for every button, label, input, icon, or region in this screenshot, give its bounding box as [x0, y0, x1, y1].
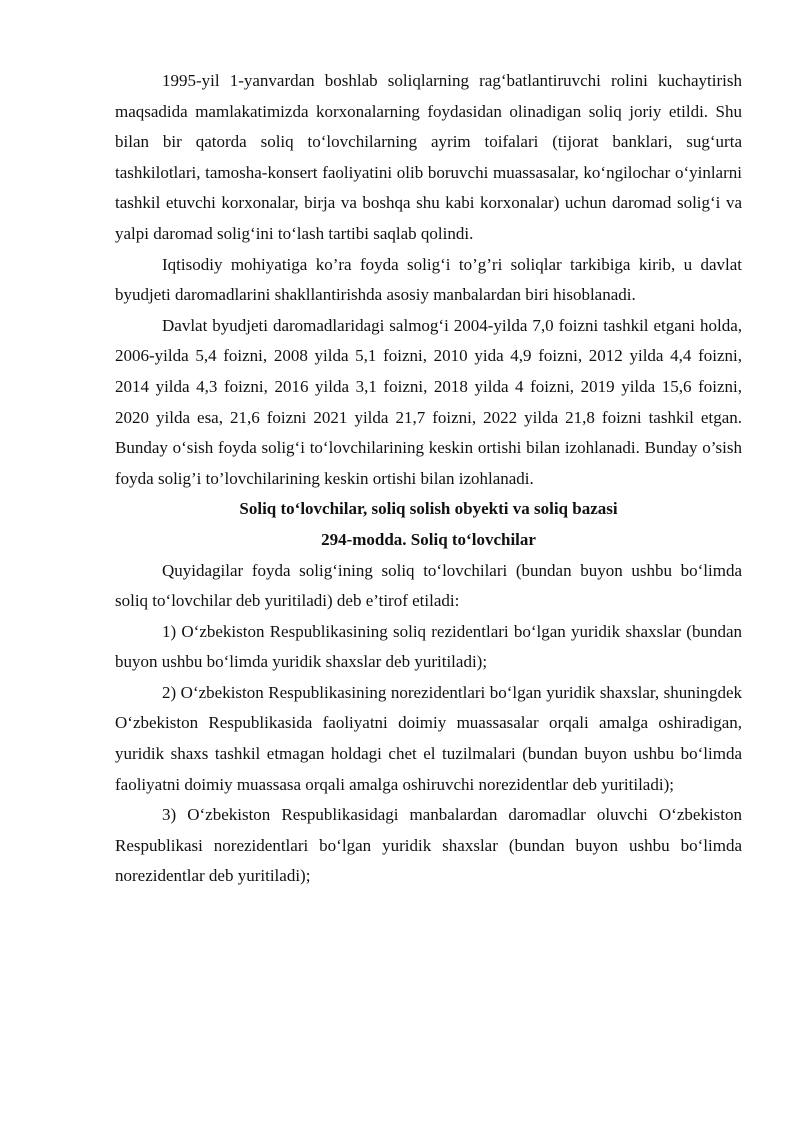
paragraph-economic-nature: Iqtisodiy mohiyatiga ko’ra foyda solig‘i to’g’ri soliqlar tarkibiga kirib, u davlat byudjeti daromadlarini shakllantirishda asosiy manbalardan biri hisoblanadi. — [115, 254, 742, 305]
list-item-permanent-establishments: 2) O‘zbekiston Respublikasining norezidentlari bo‘lgan yuridik shaxslar, shuningdek O‘zbekiston Respublikasida faoliyatni doimiy muassasalar orqali amalga oshiradigan, yuridik shaxs tashkil etmagan holdagi chet el tuzilmalari (bundan buyon ushbu bo‘limda faoliyatni doimiy muassasa orqali amalga oshiruvchi norezidentlar deb yuritiladi); — [115, 682, 742, 794]
section-heading: Soliq to‘lovchilar, soliq solish obyekti va soliq bazasi — [239, 499, 618, 519]
list-item-residents: 1) O‘zbekiston Respublikasining soliq rezidentlari bo‘lgan yuridik shaxslar (bundan buyon ushbu bo‘limda yuridik shaxslar deb yuritiladi); — [115, 621, 742, 672]
paragraph-intro: 1995-yil 1-yanvardan boshlab soliqlarning rag‘batlantiruvchi rolini kuchaytirish maqsadida mamlakatimizda korxonalarning foydasidan olinadigan soliq joriy etildi. Shu bilan bir qatorda soliq to‘lovchilarning ayrim toifalari (tijorat banklari, sug‘urta tashkilotlari, tamosha-konsert faoliyatini olib boruvchi muassasalar, ko‘ngilochar o‘yinlarni tashkil etuvchi korxonalar, birja va boshqa shu kabi korxonalar) uchun daromad solig‘i va yalpi daromad solig‘ini to‘lash tartibi saqlab qolindi. — [115, 71, 742, 243]
paragraph-taxpayers-definition: Quyidagilar foyda solig‘ining soliq to‘lovchilari (bundan buyon ushbu bo‘limda soliq to‘lovchilar deb yuritiladi) deb e’tirof etiladi: — [115, 560, 742, 611]
document-page — [115, 66, 742, 892]
list-item-nonresidents: 3) O‘zbekiston Respublikasidagi manbalardan daromadlar oluvchi O‘zbekiston Respublikasi norezidentlari bo‘lgan yuridik shaxslar (bundan buyon ushbu bo‘limda norezidentlar deb yuritiladi); — [115, 805, 742, 886]
paragraph-budget-share: Davlat byudjeti daromadlaridagi salmog‘i 2004-yilda 7,0 foizni tashkil etgani holda, 2006-yilda 5,4 foizni, 2008 yilda 5,1 foizni, 2010 yida 4,9 foizni, 2012 yilda 4,4 foizni, 2014 yilda 4,3 foizni, 2016 yilda 3,1 foizni, 2018 yilda 4 foizni, 2019 yilda 15,6 foizni, 2020 yilda esa, 21,6 foizni 2021 yilda 21,7 foizni, 2022 yilda 21,8 foizni tashkil etgan. Bunday o‘sish foyda solig‘i to‘lovchilarining keskin ortishi bilan izohlanadi. Bunday o’sish foyda solig’i to’lovchilarining keskin ortishi bilan izohlanadi. — [115, 315, 742, 488]
article-heading: 294-modda. Soliq to‘lovchilar — [321, 529, 536, 549]
